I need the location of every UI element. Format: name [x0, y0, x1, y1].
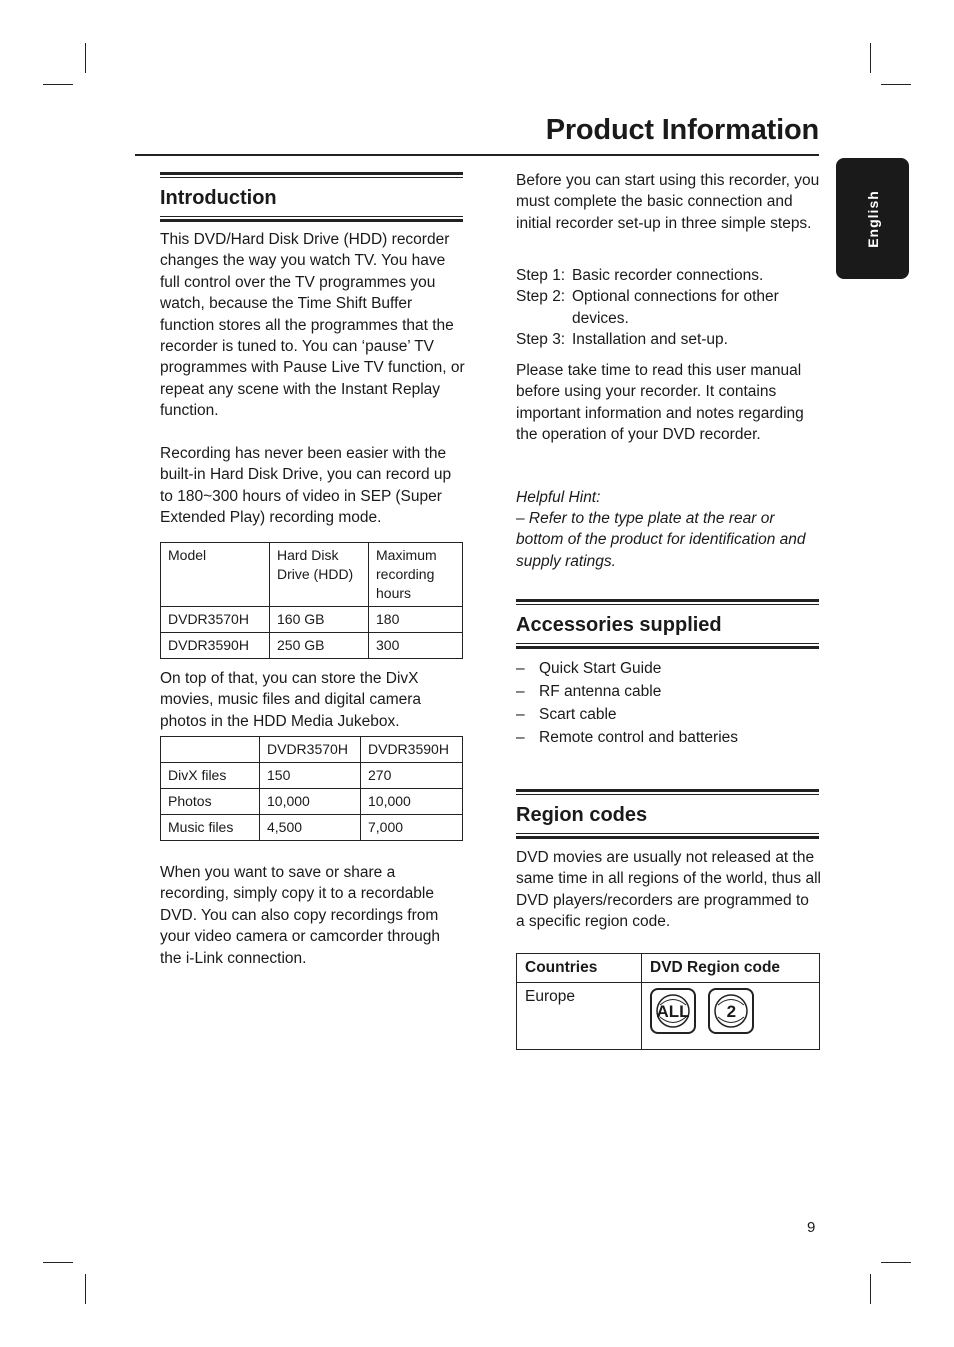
intro-paragraph-1: This DVD/Hard Disk Drive (HDD) recorder changes the way you watch TV. You have full control over the TV programmes you watch, because the Time Shift Buffer function stores all the programmes that the recorder is tuned to. You can ‘pause’ TV programmes with Pause Live TV function, or repeat any scene with the Instant Replay function. [160, 231, 465, 420]
list-item [516, 286, 821, 329]
table-cell: 7,000 [361, 815, 463, 841]
accessories-header [516, 599, 819, 649]
table-header-row [161, 543, 463, 607]
table-cell: 270 [361, 763, 463, 789]
region-code-table [516, 953, 820, 1050]
hint-title: Helpful Hint: [516, 489, 601, 506]
title-rule [135, 154, 819, 156]
list-item [516, 703, 738, 726]
table-cell: DVDR3590H [161, 633, 270, 659]
crop-mark [43, 84, 73, 85]
step-label: Step 2: [516, 288, 566, 306]
accessory-label: Quick Start Guide [539, 660, 662, 677]
hint-text: – Refer to the type plate at the rear or bottom of the product for identification and supply ratings. [516, 510, 806, 570]
accessory-label: Scart cable [539, 706, 617, 723]
table-cell: DivX files [161, 763, 260, 789]
setup-steps [516, 265, 821, 351]
dash-bullet: – [516, 660, 525, 677]
table-row [161, 607, 463, 633]
media-storage-table [160, 736, 463, 841]
region-2-icon [708, 988, 754, 1034]
table-cell: DVD Region code [642, 954, 820, 983]
table-row [517, 983, 820, 1050]
page-title: Product Information [545, 114, 819, 146]
table-cell: 10,000 [260, 789, 361, 815]
language-tab [836, 158, 909, 279]
page-number: 9 [807, 1219, 816, 1236]
accessories-heading: Accessories supplied [516, 614, 722, 636]
crop-mark [85, 43, 86, 73]
list-item [516, 680, 738, 703]
table-cell: DVDR3570H [260, 737, 361, 763]
table-cell: 10,000 [361, 789, 463, 815]
crop-mark [870, 1274, 871, 1304]
table-cell: 4,500 [260, 815, 361, 841]
table-cell: 160 GB [270, 607, 369, 633]
region-text: DVD movies are usually not released at the same time in all regions of the world, thus all DVD players/recorders are programmed to a specific region code. [516, 849, 821, 931]
crop-mark [85, 1274, 86, 1304]
table-cell: Model [161, 543, 270, 607]
step-text: Basic recorder connections. [572, 267, 764, 284]
table-cell: Maximum recording hours [369, 543, 463, 607]
region-2-label: 2 [726, 1002, 737, 1021]
table-cell: Photos [161, 789, 260, 815]
manual-note: Please take time to read this user manual before using your recorder. It contains important information and notes regarding the operation of your DVD recorder. [516, 362, 804, 444]
table-cell: 150 [260, 763, 361, 789]
crop-mark [881, 1262, 911, 1263]
table-header-row [517, 954, 820, 983]
table-cell: Music files [161, 815, 260, 841]
intro-paragraph-3: On top of that, you can store the DivX movies, music files and digital camera photos in the HDD Media Jukebox. [160, 670, 422, 730]
accessory-label: RF antenna cable [539, 683, 662, 700]
table-cell: DVDR3590H [361, 737, 463, 763]
crop-mark [870, 43, 871, 73]
step-text: Installation and set-up. [572, 331, 728, 349]
table-cell: Europe [517, 983, 642, 1050]
table-row [161, 789, 463, 815]
accessory-label: Remote control and batteries [539, 729, 739, 746]
region-all-icon [650, 988, 696, 1034]
list-item [516, 329, 821, 350]
table-cell: 300 [369, 633, 463, 659]
list-item [516, 265, 821, 286]
region-header [516, 789, 819, 839]
hdd-capacity-table [160, 542, 463, 659]
crop-mark [881, 84, 911, 85]
table-cell: 250 GB [270, 633, 369, 659]
dash-bullet: – [516, 729, 525, 746]
language-tab-label: English [864, 189, 881, 248]
list-item [516, 726, 738, 749]
table-header-row [161, 737, 463, 763]
region-all-label: ALL [656, 1002, 690, 1021]
table-cell: Hard Disk Drive (HDD) [270, 543, 369, 607]
dash-bullet: – [516, 683, 525, 700]
step-label: Step 3: [516, 331, 566, 349]
table-row [161, 633, 463, 659]
step-text: Optional connections for other devices. [572, 288, 779, 327]
region-badges [642, 983, 820, 1050]
intro-paragraph-4: When you want to save or share a recording, simply copy it to a recordable DVD. You can also copy recordings from your video camera or camcorder through the i-Link connection. [160, 864, 440, 967]
step-label: Step 1: [516, 267, 566, 284]
table-cell [161, 737, 260, 763]
setup-intro: Before you can start using this recorder, you must complete the basic connection and initial recorder set-up in three simple steps. [516, 172, 820, 232]
accessories-list [516, 657, 738, 749]
intro-paragraph-2: Recording has never been easier with the built-in Hard Disk Drive, you can record up to 180~300 hours of video in SEP (Super Extended Play) recording mode. [160, 445, 452, 527]
region-heading: Region codes [516, 804, 648, 826]
introduction-header [160, 172, 463, 222]
table-cell: 180 [369, 607, 463, 633]
table-row [161, 815, 463, 841]
table-cell: Countries [517, 954, 642, 983]
list-item [516, 657, 738, 680]
crop-mark [43, 1262, 73, 1263]
table-row [161, 763, 463, 789]
introduction-heading: Introduction [160, 187, 277, 209]
table-cell: DVDR3570H [161, 607, 270, 633]
dash-bullet: – [516, 706, 525, 723]
